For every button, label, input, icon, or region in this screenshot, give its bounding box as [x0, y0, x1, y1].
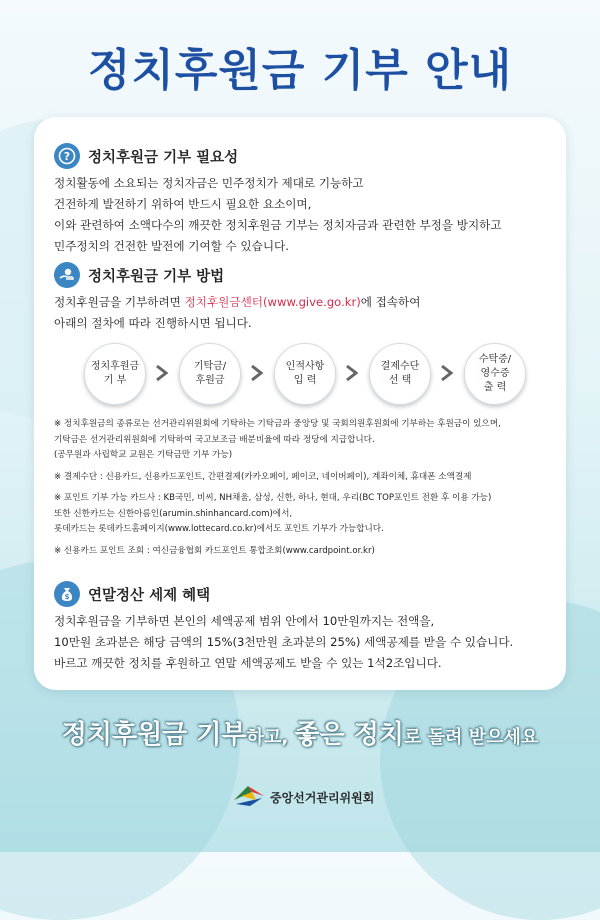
text-segment: 정치후원금을 기부하려면: [54, 295, 185, 309]
section-necessity-text: [54, 173, 554, 257]
section-necessity-title: 정치후원금 기부 필요성: [88, 149, 239, 166]
note-line: (공무원과 사립학교 교원은 기탁금만 기부 가능): [54, 450, 233, 460]
step-donate: [84, 343, 146, 405]
step-label: 후원금: [195, 375, 225, 386]
note-line: 롯데카드는 롯데카드홈페이지(www.lottecard.co.kr)에서도 포인트 기부가 가능합니다.: [54, 524, 384, 534]
procedure-flow: [84, 343, 530, 405]
chevron-right-icon: [344, 364, 360, 382]
step-label: 기탁금/: [193, 361, 227, 372]
hand-coin-icon: [54, 262, 80, 288]
step-label: 인적사항: [285, 361, 325, 372]
give-site-link[interactable]: 정치후원금센터(www.give.go.kr): [184, 295, 361, 309]
note-line: ※ 정치후원금의 종류로는 선거관리위원회에 기탁하는 기탁금과 중앙당 및 국회의원후원회에 기부하는 후원금이 있으며,: [54, 419, 501, 429]
step-label: 영수증: [480, 368, 510, 379]
section-tax-text: [54, 611, 554, 674]
section-method-header: [54, 262, 224, 288]
svg-text:?: ?: [63, 150, 71, 163]
paragraph-line: 10만원 초과분은 해당 금액의 15%(3천만원 초과분의 25%) 세액공제를 받을 수 있습니다.: [54, 635, 514, 649]
section-tax-title: 연말정산 세제 혜택: [88, 587, 211, 604]
step-label: 입 력: [293, 375, 317, 386]
chevron-right-icon: [249, 364, 265, 382]
note-line: ※ 결제수단 : 신용카드, 신용카드포인트, 간편결제(카카오페이, 페이코, 네이버페이), 계좌이체, 휴대폰 소액결제: [54, 471, 472, 482]
slogan-part: 하고,: [246, 727, 295, 748]
paragraph-line: [54, 292, 554, 313]
step-label: 결제수단: [380, 361, 420, 372]
paragraph-line: 정치활동에 소요되는 정치자금은 민주정치가 제대로 기능하고: [54, 176, 364, 190]
slogan-part: 로 돌려 받으세요: [404, 727, 539, 748]
question-icon: [54, 143, 80, 169]
paragraph-line: 바르고 깨끗한 정치를 후원하고 연말 세액공제도 받을 수 있는 1석2조입니다.: [54, 656, 442, 670]
note-line: ※ 신용카드 포인트 조회 : 여신금융협회 카드포인트 통합조회(www.cardpoint.or.kr): [54, 545, 375, 556]
paragraph-line: 아래의 절차에 따라 진행하시면 됩니다.: [54, 316, 252, 330]
step-receipt: [464, 343, 526, 405]
notes-list: [54, 417, 564, 559]
slogan-part: 좋은 정치: [294, 720, 405, 750]
info-card: [34, 117, 566, 690]
step-label: 기 부: [103, 375, 127, 386]
paragraph-line: 건전하게 발전하기 위하여 반드시 필요한 요소이며,: [54, 197, 312, 211]
section-method-text: [54, 292, 554, 334]
organization: [232, 782, 374, 812]
section-method-title: 정치후원금 기부 방법: [88, 268, 225, 285]
svg-text:$: $: [64, 593, 70, 601]
chevron-right-icon: [439, 364, 455, 382]
page-title: 정치후원금 기부 안내: [87, 45, 513, 96]
step-payment: [369, 343, 431, 405]
section-necessity-header: [54, 143, 238, 169]
paragraph-line: 민주정치의 건전한 발전에 기여할 수 있습니다.: [54, 239, 289, 253]
step-label: 수탁증/: [478, 354, 512, 365]
note-line: 기탁금은 선거관리위원회에 기탁하여 국고보조금 배분비율에 따라 정당에 지급합니다.: [54, 434, 375, 445]
step-personal-info: [274, 343, 336, 405]
section-tax-header: [54, 581, 210, 607]
organization-name: 중앙선거관리위원회: [270, 790, 375, 805]
chevron-right-icon: [154, 364, 170, 382]
note-line: 또한 신한카드는 신한아름인(arumin.shinhancard.com)에서,: [54, 508, 293, 519]
step-label: 선 택: [388, 375, 412, 386]
nec-logo: [232, 782, 266, 812]
paragraph-line: 정치후원금을 기부하면 본인의 세액공제 범위 안에서 10만원까지는 전액을,: [54, 614, 435, 628]
note-line: ※ 포인트 기부 가능 카드사 : KB국민, 비씨, NH채움, 삼성, 신한, 하나, 현대, 우리(BC TOP포인트 전환 후 이용 가능): [54, 493, 492, 503]
slogan-part: 정치후원금 기부: [61, 720, 247, 750]
text-segment: 에 접속하여: [360, 295, 421, 309]
step-type: [179, 343, 241, 405]
slogan: [0, 714, 600, 751]
step-label: 정치후원금: [90, 361, 140, 372]
money-bag-icon: [54, 581, 80, 607]
step-label: 출 력: [483, 382, 507, 393]
paragraph-line: 이와 관련하여 소액다수의 깨끗한 정치후원금 기부는 정치자금과 관련한 부정을 방지하고: [54, 218, 502, 232]
